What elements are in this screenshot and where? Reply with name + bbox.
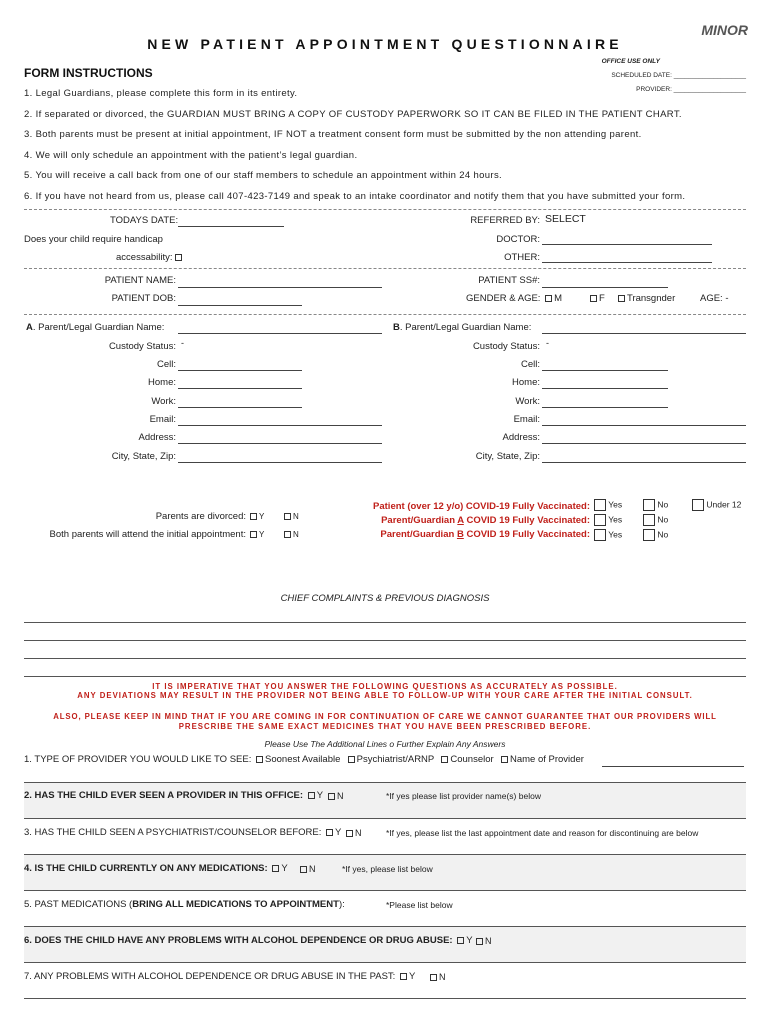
guardian-a-name-text: . Parent/Legal Guardian Name: xyxy=(32,322,165,333)
answer-line[interactable] xyxy=(24,962,746,963)
q7-no-label: N xyxy=(439,972,446,982)
covid-patient-question: Patient (over 12 y/o) COVID-19 Fully Vaccinated: xyxy=(373,501,590,512)
divider xyxy=(24,314,746,315)
guardian-b-home-field[interactable] xyxy=(542,388,668,389)
gender-m-checkbox[interactable] xyxy=(545,295,552,302)
both-attend-no-option xyxy=(282,530,299,539)
instruction-2: 2. If separated or divorced, the GUARDIAN MUST BRING A COPY OF CUSTODY PAPERWORK SO IT CAN BE FILED IN THE PATIENT CHART. xyxy=(24,109,682,120)
covid-guardian-b-question xyxy=(340,529,590,540)
patient-dob-label: PATIENT DOB: xyxy=(111,293,176,304)
scheduled-date-field[interactable]: SCHEDULED DATE: ____________________ xyxy=(611,72,746,79)
form-title: NEW PATIENT APPOINTMENT QUESTIONNAIRE xyxy=(147,36,623,52)
covid-yes-label: Yes xyxy=(608,514,623,525)
patient-ss-field[interactable] xyxy=(542,287,668,288)
patient-name-field[interactable] xyxy=(178,287,382,288)
guardian-b-custody-label: Custody Status: xyxy=(472,341,540,352)
covid-b-yes-checkbox[interactable] xyxy=(594,529,606,541)
q4-note: *If yes, please list below xyxy=(342,864,433,874)
accessability-label: accessability: xyxy=(116,252,173,263)
covid-a-post: COVID 19 Fully Vaccinated: xyxy=(463,515,590,526)
guardian-a-email-label: Email: xyxy=(149,414,176,425)
gender-m-label: M xyxy=(554,293,562,304)
divorced-no-option xyxy=(282,512,299,521)
q3-no-label: N xyxy=(355,828,362,838)
guardian-b-letter: B xyxy=(393,322,400,333)
guardian-a-address-label: Address: xyxy=(138,432,176,443)
guardian-b-cell-field[interactable] xyxy=(542,370,668,371)
covid-b-post: COVID 19 Fully Vaccinated: xyxy=(463,529,590,540)
gender-f-checkbox[interactable] xyxy=(590,295,597,302)
q1-provider-name-field[interactable] xyxy=(602,766,744,767)
both-attend-yes-checkbox[interactable] xyxy=(250,531,257,538)
guardian-b-custody-select[interactable]: - xyxy=(546,338,549,348)
q1-counselor-checkbox[interactable] xyxy=(441,756,448,763)
covid-patient-yes-checkbox[interactable] xyxy=(594,499,606,511)
q1-text: 1. TYPE OF PROVIDER YOU WOULD LIKE TO SEE: xyxy=(24,754,252,765)
chief-complaints-heading: CHIEF COMPLAINTS & PREVIOUS DIAGNOSIS xyxy=(280,593,490,604)
q2-band xyxy=(24,783,746,819)
gender-age-label: GENDER & AGE: xyxy=(466,293,541,304)
q2-no-checkbox[interactable] xyxy=(328,793,335,800)
complaints-line[interactable] xyxy=(24,676,746,677)
q2-row xyxy=(24,790,323,801)
guardian-b-email-label: Email: xyxy=(513,414,540,425)
covid-b-no-checkbox[interactable] xyxy=(643,529,655,541)
guardian-b-work-field[interactable] xyxy=(542,407,668,408)
both-attend-question: Both parents will attend the initial appointment: xyxy=(49,529,246,540)
q3-yes-checkbox[interactable] xyxy=(326,829,333,836)
covid-b-pre: Parent/Guardian xyxy=(380,529,457,540)
divider xyxy=(24,268,746,269)
q4-yes-label: Y xyxy=(281,863,288,874)
notice-line-4: PRESCRIBE THE SAME EXACT MEDICINES THAT YOU HAVE BEEN PRESCRIBED BEFORE. xyxy=(178,722,592,731)
guardian-a-work-label: Work: xyxy=(151,396,176,407)
additional-lines-note: Please Use The Additional Lines o Further Explain Any Answers xyxy=(264,739,506,749)
guardian-a-email-field[interactable] xyxy=(178,425,382,426)
covid-under12-label: Under 12 xyxy=(706,499,742,510)
divorced-question: Parents are divorced: xyxy=(155,511,246,522)
covid-a-pre: Parent/Guardian xyxy=(381,515,458,526)
instruction-5: 5. You will receive a call back from one of our staff members to schedule an appointment within 24 hours. xyxy=(24,170,503,181)
covid-no-label: No xyxy=(657,514,669,525)
guardian-b-email-field[interactable] xyxy=(542,425,746,426)
guardian-a-address-field[interactable] xyxy=(178,443,382,444)
guardian-b-name-text: . Parent/Legal Guardian Name: xyxy=(399,322,532,333)
q4-row xyxy=(24,863,288,874)
q3-row xyxy=(24,827,341,838)
patient-dob-field[interactable] xyxy=(178,305,302,306)
gender-f-option xyxy=(588,293,605,304)
covid-a-no-checkbox[interactable] xyxy=(643,514,655,526)
both-attend-no-label: N xyxy=(293,530,299,539)
age-label: AGE: xyxy=(700,293,723,304)
q1-soonest-label: Soonest Available xyxy=(265,754,341,765)
q2-note: *If yes please list provider name(s) below xyxy=(386,791,541,801)
referred-by-select[interactable]: SELECT xyxy=(545,213,586,225)
covid-a-yes-checkbox[interactable] xyxy=(594,514,606,526)
referred-by-label: REFERRED BY: xyxy=(470,215,540,226)
guardian-b-work-label: Work: xyxy=(515,396,540,407)
q4-no-option xyxy=(298,864,316,874)
handicap-accessibility xyxy=(116,252,184,263)
guardian-a-work-field[interactable] xyxy=(178,407,302,408)
guardian-a-cell-field[interactable] xyxy=(178,370,302,371)
both-attend-no-checkbox[interactable] xyxy=(284,531,291,538)
q7-yes-label: Y xyxy=(408,971,416,982)
office-use-label: OFFICE USE ONLY xyxy=(601,58,660,65)
accessability-checkbox[interactable] xyxy=(175,254,182,261)
q2-yes-checkbox[interactable] xyxy=(308,792,315,799)
guardian-b-address-label: Address: xyxy=(502,432,540,443)
handicap-question: Does your child require handicap xyxy=(24,234,163,245)
instruction-3: 3. Both parents must be present at initial appointment, IF NOT a treatment consent form must be submitted by the non attending parent. xyxy=(24,129,642,140)
q2-no-option xyxy=(326,791,344,801)
guardian-b-city-label: City, State, Zip: xyxy=(475,451,540,462)
covid-a-letter: A xyxy=(457,515,464,526)
guardian-a-name-field[interactable] xyxy=(178,333,382,334)
q2-yes-label: Y xyxy=(316,790,324,801)
instructions-heading: FORM INSTRUCTIONS xyxy=(24,66,153,80)
guardian-a-letter: A xyxy=(26,322,33,333)
notice-line-3: ALSO, PLEASE KEEP IN MIND THAT IF YOU ARE COMING IN FOR CONTINUATION OF CARE WE CANNOT GUARANTEE THAT OUR PROVIDERS WILL xyxy=(53,712,717,721)
complaints-line[interactable] xyxy=(24,640,746,641)
q6-no-checkbox[interactable] xyxy=(476,938,483,945)
covid-patient-no-checkbox[interactable] xyxy=(643,499,655,511)
answer-line[interactable] xyxy=(24,998,746,999)
guardian-a-custody-select[interactable]: - xyxy=(181,338,184,348)
q5-text-bold: BRING ALL MEDICATIONS TO APPOINTMENT xyxy=(132,899,339,910)
guardian-a-home-label: Home: xyxy=(148,377,176,388)
divorced-no-checkbox[interactable] xyxy=(284,513,291,520)
both-attend-yes-option xyxy=(248,530,264,539)
q2-no-label: N xyxy=(337,791,344,801)
gender-trans-label: Transgnder xyxy=(627,293,676,304)
guardian-b-name-label xyxy=(393,322,531,333)
q1-name-checkbox[interactable] xyxy=(501,756,508,763)
both-attend-yes-label: Y xyxy=(259,530,265,539)
answer-line[interactable] xyxy=(24,818,746,819)
covid-b-letter: B xyxy=(456,529,464,540)
q4-yes-checkbox[interactable] xyxy=(272,865,279,872)
guardian-a-city-label: City, State, Zip: xyxy=(111,451,176,462)
q1-row xyxy=(24,754,584,765)
covid-patient-no xyxy=(643,499,668,511)
other-field[interactable] xyxy=(542,262,712,263)
patient-name-label: PATIENT NAME: xyxy=(104,275,176,286)
todays-date-field[interactable] xyxy=(178,226,284,227)
divider xyxy=(24,209,746,210)
q1-name-label: Name of Provider xyxy=(509,754,584,765)
guardian-a-home-field[interactable] xyxy=(178,388,302,389)
guardian-b-cell-label: Cell: xyxy=(520,359,540,370)
instruction-1: 1. Legal Guardians, please complete this form in its entirety. xyxy=(24,88,298,99)
covid-a-no xyxy=(643,514,668,526)
covid-guardian-a-question xyxy=(340,515,590,526)
covid-under12 xyxy=(692,499,741,511)
instruction-6: 6. If you have not heard from us, please call 407-423-7149 and speak to an intake coordinator and notify them that you have submitted your form. xyxy=(24,191,686,202)
complaints-line[interactable] xyxy=(24,622,746,623)
todays-date-label: TODAYS DATE: xyxy=(110,215,179,226)
guardian-b-city-field[interactable] xyxy=(542,462,746,463)
provider-field[interactable]: PROVIDER: ____________________ xyxy=(636,86,746,93)
q7-row xyxy=(24,971,415,982)
q7-no-checkbox[interactable] xyxy=(430,974,437,981)
divorced-yes-option xyxy=(248,512,264,521)
gender-age-row xyxy=(466,293,562,304)
q1-psychiatrist-label: Psychiatrist/ARNP xyxy=(356,754,435,765)
covid-no-label: No xyxy=(657,499,669,510)
guardian-b-address-field[interactable] xyxy=(542,443,746,444)
covid-a-yes xyxy=(594,514,622,526)
q4-text: 4. IS THE CHILD CURRENTLY ON ANY MEDICATIONS: xyxy=(24,863,268,874)
guardian-a-city-field[interactable] xyxy=(178,462,382,463)
minor-label: MINOR xyxy=(701,22,748,38)
q5-text-post: ): xyxy=(338,899,345,910)
q6-yes-checkbox[interactable] xyxy=(457,937,464,944)
instruction-4: 4. We will only schedule an appointment with the patient’s legal guardian. xyxy=(24,150,358,161)
notice-line-2: ANY DEVIATIONS MAY RESULT IN THE PROVIDER NOT BEING ABLE TO FOLLOW-UP WITH YOUR CARE AFTER THE INITIAL CONSULT. xyxy=(77,691,693,700)
covid-no-label: No xyxy=(657,529,669,540)
q1-psychiatrist-checkbox[interactable] xyxy=(348,756,355,763)
q5-text-pre: 5. PAST MEDICATIONS ( xyxy=(24,899,133,910)
guardian-a-cell-label: Cell: xyxy=(156,359,176,370)
q7-no-option xyxy=(428,972,446,982)
q3-no-option xyxy=(344,828,362,838)
notice-line-1: IT IS IMPERATIVE THAT YOU ANSWER THE FOLLOWING QUESTIONS AS ACCURATELY AS POSSIBLE. xyxy=(152,682,618,691)
covid-b-no xyxy=(643,529,668,541)
divorced-yes-label: Y xyxy=(259,512,265,521)
q2-text: 2. HAS THE CHILD EVER SEEN A PROVIDER IN THIS OFFICE: xyxy=(24,790,304,801)
q7-yes-checkbox[interactable] xyxy=(400,973,407,980)
gender-trans-option xyxy=(616,293,675,304)
guardian-a-custody-label: Custody Status: xyxy=(108,341,176,352)
q5-row xyxy=(24,899,345,910)
q6-text: 6. DOES THE CHILD HAVE ANY PROBLEMS WITH ALCOHOL DEPENDENCE OR DRUG ABUSE: xyxy=(24,935,453,946)
divorced-no-label: N xyxy=(293,512,299,521)
guardian-b-name-field[interactable] xyxy=(542,333,746,334)
q1-soonest-checkbox[interactable] xyxy=(256,756,263,763)
q6-yes-label: Y xyxy=(466,935,473,946)
q3-note: *If yes, please list the last appointment date and reason for discontinuing are below xyxy=(386,828,699,838)
q4-no-label: N xyxy=(309,864,316,874)
q4-no-checkbox[interactable] xyxy=(300,866,307,873)
q7-text: 7. ANY PROBLEMS WITH ALCOHOL DEPENDENCE OR DRUG ABUSE IN THE PAST: xyxy=(24,971,396,982)
q3-text: 3. HAS THE CHILD SEEN A PSYCHIATRIST/COUNSELOR BEFORE: xyxy=(24,827,322,838)
q6-row xyxy=(24,935,473,946)
doctor-label: DOCTOR: xyxy=(496,234,540,245)
age-value[interactable]: - xyxy=(725,293,729,304)
divorced-yes-checkbox[interactable] xyxy=(250,513,257,520)
q5-note: *Please list below xyxy=(386,900,453,910)
q6-no-label: N xyxy=(485,936,492,946)
age-field xyxy=(700,293,729,304)
gender-trans-checkbox[interactable] xyxy=(618,295,625,302)
covid-yes-label: Yes xyxy=(608,529,623,540)
covid-yes-label: Yes xyxy=(608,499,623,510)
complaints-line[interactable] xyxy=(24,658,746,659)
patient-ss-label: PATIENT SS#: xyxy=(478,275,540,286)
covid-patient-yes xyxy=(594,499,622,511)
covid-b-yes xyxy=(594,529,622,541)
q3-yes-label: Y xyxy=(335,827,342,838)
q6-no-option xyxy=(474,936,492,946)
doctor-field[interactable] xyxy=(542,244,712,245)
q1-counselor-label: Counselor xyxy=(450,754,494,765)
covid-under12-checkbox[interactable] xyxy=(692,499,704,511)
guardian-a-name-label xyxy=(26,322,164,333)
q3-no-checkbox[interactable] xyxy=(346,830,353,837)
other-label: OTHER: xyxy=(504,252,540,263)
guardian-b-home-label: Home: xyxy=(512,377,540,388)
gender-f-label: F xyxy=(599,293,605,304)
answer-line[interactable] xyxy=(24,890,746,891)
